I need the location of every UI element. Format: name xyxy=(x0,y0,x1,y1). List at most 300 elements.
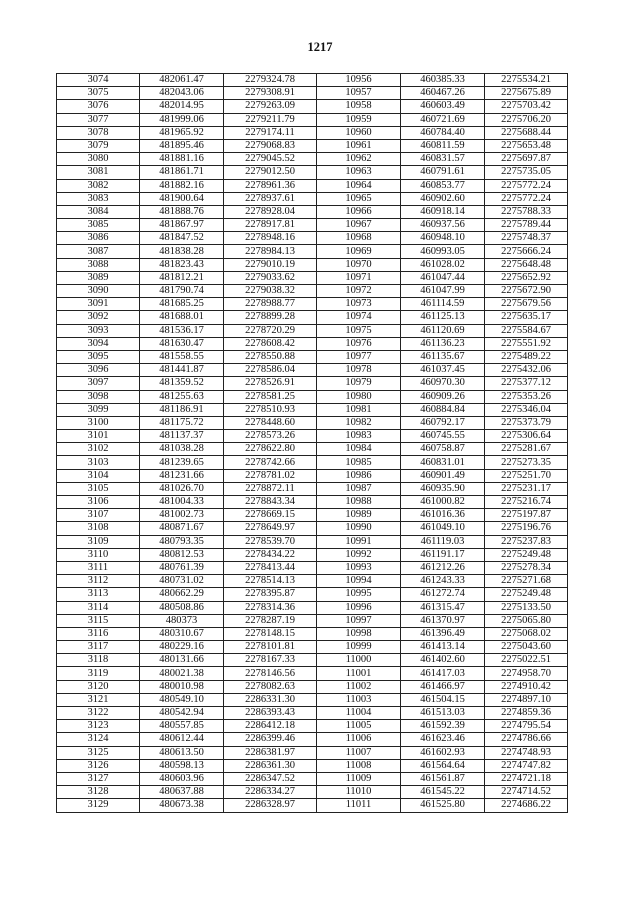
x-coordinate-left-cell: 481965.92 xyxy=(140,126,224,139)
x-coordinate-right-cell: 460937.56 xyxy=(401,219,485,232)
x-coordinate-left-cell: 481359.52 xyxy=(140,377,224,390)
x-coordinate-right-cell: 460970.30 xyxy=(401,377,485,390)
y-coordinate-right-cell: 2275353.26 xyxy=(485,390,568,403)
point-number-right-cell: 10984 xyxy=(317,443,401,456)
y-coordinate-left-cell: 2278448.60 xyxy=(224,416,317,429)
point-number-right-cell: 10960 xyxy=(317,126,401,139)
x-coordinate-left-cell: 481630.47 xyxy=(140,337,224,350)
x-coordinate-right-cell: 460901.49 xyxy=(401,469,485,482)
y-coordinate-left-cell: 2278781.02 xyxy=(224,469,317,482)
table-row xyxy=(57,113,568,126)
x-coordinate-left-cell: 481861.71 xyxy=(140,166,224,179)
table-row xyxy=(57,535,568,548)
table-row xyxy=(57,245,568,258)
y-coordinate-left-cell: 2278526.91 xyxy=(224,377,317,390)
table-row xyxy=(57,496,568,509)
point-number-right-cell: 10956 xyxy=(317,74,401,87)
y-coordinate-left-cell: 2286328.97 xyxy=(224,799,317,812)
y-coordinate-left-cell: 2279324.78 xyxy=(224,74,317,87)
x-coordinate-left-cell: 481175.72 xyxy=(140,416,224,429)
y-coordinate-right-cell: 2275666.24 xyxy=(485,245,568,258)
y-coordinate-right-cell: 2275249.48 xyxy=(485,548,568,561)
y-coordinate-right-cell: 2275772.24 xyxy=(485,192,568,205)
x-coordinate-left-cell: 482061.47 xyxy=(140,74,224,87)
x-coordinate-left-cell: 481685.25 xyxy=(140,298,224,311)
x-coordinate-left-cell: 481999.06 xyxy=(140,113,224,126)
table-row xyxy=(57,588,568,601)
point-number-left-cell: 3093 xyxy=(57,324,140,337)
point-number-right-cell: 10977 xyxy=(317,350,401,363)
x-coordinate-left-cell: 480673.38 xyxy=(140,799,224,812)
table-row xyxy=(57,390,568,403)
point-number-left-cell: 3086 xyxy=(57,232,140,245)
y-coordinate-left-cell: 2278843.34 xyxy=(224,496,317,509)
y-coordinate-left-cell: 2278948.16 xyxy=(224,232,317,245)
x-coordinate-right-cell: 460385.33 xyxy=(401,74,485,87)
point-number-right-cell: 10980 xyxy=(317,390,401,403)
x-coordinate-right-cell: 460902.60 xyxy=(401,192,485,205)
point-number-right-cell: 10966 xyxy=(317,205,401,218)
y-coordinate-left-cell: 2278899.28 xyxy=(224,311,317,324)
y-coordinate-right-cell: 2275679.56 xyxy=(485,298,568,311)
x-coordinate-right-cell: 461049.10 xyxy=(401,522,485,535)
point-number-right-cell: 10962 xyxy=(317,153,401,166)
table-row xyxy=(57,443,568,456)
y-coordinate-right-cell: 2275133.50 xyxy=(485,601,568,614)
x-coordinate-left-cell: 480812.53 xyxy=(140,548,224,561)
point-number-right-cell: 10969 xyxy=(317,245,401,258)
point-number-right-cell: 10999 xyxy=(317,641,401,654)
x-coordinate-left-cell: 481790.74 xyxy=(140,285,224,298)
x-coordinate-right-cell: 460811.59 xyxy=(401,139,485,152)
point-number-left-cell: 3121 xyxy=(57,693,140,706)
point-number-right-cell: 10973 xyxy=(317,298,401,311)
point-number-left-cell: 3099 xyxy=(57,403,140,416)
y-coordinate-right-cell: 2274958.70 xyxy=(485,667,568,680)
point-number-right-cell: 10995 xyxy=(317,588,401,601)
point-number-left-cell: 3105 xyxy=(57,482,140,495)
x-coordinate-right-cell: 460831.57 xyxy=(401,153,485,166)
y-coordinate-right-cell: 2275216.74 xyxy=(485,496,568,509)
table-row xyxy=(57,232,568,245)
table-row xyxy=(57,654,568,667)
y-coordinate-left-cell: 2278984.13 xyxy=(224,245,317,258)
x-coordinate-left-cell: 481137.37 xyxy=(140,430,224,443)
point-number-right-cell: 10983 xyxy=(317,430,401,443)
point-number-left-cell: 3076 xyxy=(57,100,140,113)
table-row xyxy=(57,139,568,152)
x-coordinate-right-cell: 461243.33 xyxy=(401,575,485,588)
y-coordinate-right-cell: 2275346.04 xyxy=(485,403,568,416)
point-number-right-cell: 10992 xyxy=(317,548,401,561)
y-coordinate-left-cell: 2278872.11 xyxy=(224,482,317,495)
point-number-left-cell: 3074 xyxy=(57,74,140,87)
y-coordinate-right-cell: 2275231.17 xyxy=(485,482,568,495)
y-coordinate-left-cell: 2278539.70 xyxy=(224,535,317,548)
y-coordinate-left-cell: 2278287.19 xyxy=(224,614,317,627)
x-coordinate-right-cell: 461315.47 xyxy=(401,601,485,614)
table-row xyxy=(57,285,568,298)
x-coordinate-right-cell: 461191.17 xyxy=(401,548,485,561)
x-coordinate-right-cell: 460918.14 xyxy=(401,205,485,218)
point-number-left-cell: 3078 xyxy=(57,126,140,139)
x-coordinate-right-cell: 461402.60 xyxy=(401,654,485,667)
point-number-left-cell: 3102 xyxy=(57,443,140,456)
y-coordinate-right-cell: 2274686.22 xyxy=(485,799,568,812)
point-number-right-cell: 10975 xyxy=(317,324,401,337)
table-row xyxy=(57,179,568,192)
point-number-right-cell: 11011 xyxy=(317,799,401,812)
x-coordinate-right-cell: 461125.13 xyxy=(401,311,485,324)
point-number-right-cell: 10970 xyxy=(317,258,401,271)
y-coordinate-left-cell: 2278937.61 xyxy=(224,192,317,205)
x-coordinate-left-cell: 480731.02 xyxy=(140,575,224,588)
table-row xyxy=(57,746,568,759)
point-number-right-cell: 10986 xyxy=(317,469,401,482)
point-number-left-cell: 3077 xyxy=(57,113,140,126)
table-row xyxy=(57,482,568,495)
y-coordinate-left-cell: 2278082.63 xyxy=(224,680,317,693)
x-coordinate-right-cell: 461047.99 xyxy=(401,285,485,298)
point-number-right-cell: 10959 xyxy=(317,113,401,126)
y-coordinate-right-cell: 2275688.44 xyxy=(485,126,568,139)
point-number-right-cell: 11007 xyxy=(317,746,401,759)
point-number-left-cell: 3118 xyxy=(57,654,140,667)
y-coordinate-left-cell: 2278961.36 xyxy=(224,179,317,192)
x-coordinate-left-cell: 480603.96 xyxy=(140,772,224,785)
y-coordinate-right-cell: 2275672.90 xyxy=(485,285,568,298)
x-coordinate-left-cell: 480761.39 xyxy=(140,561,224,574)
x-coordinate-left-cell: 480508.86 xyxy=(140,601,224,614)
y-coordinate-right-cell: 2275584.67 xyxy=(485,324,568,337)
y-coordinate-right-cell: 2275772.24 xyxy=(485,179,568,192)
table-row xyxy=(57,100,568,113)
table-row xyxy=(57,667,568,680)
y-coordinate-right-cell: 2275534.21 xyxy=(485,74,568,87)
point-number-right-cell: 10974 xyxy=(317,311,401,324)
y-coordinate-left-cell: 2278395.87 xyxy=(224,588,317,601)
point-number-left-cell: 3114 xyxy=(57,601,140,614)
point-number-right-cell: 11001 xyxy=(317,667,401,680)
point-number-left-cell: 3081 xyxy=(57,166,140,179)
point-number-left-cell: 3085 xyxy=(57,219,140,232)
y-coordinate-left-cell: 2278917.81 xyxy=(224,219,317,232)
x-coordinate-left-cell: 481867.97 xyxy=(140,219,224,232)
x-coordinate-right-cell: 461417.03 xyxy=(401,667,485,680)
y-coordinate-left-cell: 2278988.77 xyxy=(224,298,317,311)
point-number-right-cell: 11002 xyxy=(317,680,401,693)
y-coordinate-left-cell: 2279068.83 xyxy=(224,139,317,152)
y-coordinate-right-cell: 2275489.22 xyxy=(485,350,568,363)
y-coordinate-right-cell: 2275706.20 xyxy=(485,113,568,126)
y-coordinate-right-cell: 2275278.34 xyxy=(485,561,568,574)
y-coordinate-right-cell: 2274748.93 xyxy=(485,746,568,759)
point-number-left-cell: 3094 xyxy=(57,337,140,350)
point-number-right-cell: 10963 xyxy=(317,166,401,179)
x-coordinate-right-cell: 461028.02 xyxy=(401,258,485,271)
point-number-left-cell: 3083 xyxy=(57,192,140,205)
x-coordinate-right-cell: 460603.49 xyxy=(401,100,485,113)
y-coordinate-left-cell: 2278514.13 xyxy=(224,575,317,588)
point-number-left-cell: 3080 xyxy=(57,153,140,166)
table-row xyxy=(57,416,568,429)
x-coordinate-right-cell: 461602.93 xyxy=(401,746,485,759)
x-coordinate-right-cell: 461504.15 xyxy=(401,693,485,706)
x-coordinate-right-cell: 460935.90 xyxy=(401,482,485,495)
point-number-right-cell: 10990 xyxy=(317,522,401,535)
table-row xyxy=(57,219,568,232)
x-coordinate-right-cell: 461564.64 xyxy=(401,759,485,772)
table-row xyxy=(57,153,568,166)
point-number-right-cell: 11009 xyxy=(317,772,401,785)
table-row xyxy=(57,641,568,654)
y-coordinate-right-cell: 2275373.79 xyxy=(485,416,568,429)
x-coordinate-right-cell: 460853.77 xyxy=(401,179,485,192)
table-row xyxy=(57,575,568,588)
table-row xyxy=(57,324,568,337)
y-coordinate-right-cell: 2275196.76 xyxy=(485,522,568,535)
table-row xyxy=(57,759,568,772)
x-coordinate-right-cell: 461016.36 xyxy=(401,509,485,522)
x-coordinate-right-cell: 461136.23 xyxy=(401,337,485,350)
point-number-left-cell: 3128 xyxy=(57,786,140,799)
x-coordinate-right-cell: 461525.80 xyxy=(401,799,485,812)
point-number-right-cell: 10961 xyxy=(317,139,401,152)
table-row xyxy=(57,298,568,311)
point-number-right-cell: 10978 xyxy=(317,364,401,377)
point-number-left-cell: 3112 xyxy=(57,575,140,588)
x-coordinate-right-cell: 460948.10 xyxy=(401,232,485,245)
point-number-right-cell: 10976 xyxy=(317,337,401,350)
y-coordinate-right-cell: 2275251.70 xyxy=(485,469,568,482)
x-coordinate-right-cell: 461119.03 xyxy=(401,535,485,548)
x-coordinate-right-cell: 460791.61 xyxy=(401,166,485,179)
x-coordinate-left-cell: 481812.21 xyxy=(140,271,224,284)
y-coordinate-right-cell: 2275788.33 xyxy=(485,205,568,218)
y-coordinate-right-cell: 2275675.89 xyxy=(485,87,568,100)
point-number-right-cell: 10957 xyxy=(317,87,401,100)
y-coordinate-right-cell: 2275697.87 xyxy=(485,153,568,166)
x-coordinate-left-cell: 481847.52 xyxy=(140,232,224,245)
y-coordinate-right-cell: 2275043.60 xyxy=(485,641,568,654)
x-coordinate-left-cell: 480021.38 xyxy=(140,667,224,680)
y-coordinate-left-cell: 2278581.25 xyxy=(224,390,317,403)
point-number-left-cell: 3123 xyxy=(57,720,140,733)
x-coordinate-left-cell: 480662.29 xyxy=(140,588,224,601)
x-coordinate-left-cell: 481895.46 xyxy=(140,139,224,152)
table-row xyxy=(57,509,568,522)
x-coordinate-right-cell: 461272.74 xyxy=(401,588,485,601)
y-coordinate-right-cell: 2275635.17 xyxy=(485,311,568,324)
y-coordinate-right-cell: 2275271.68 xyxy=(485,575,568,588)
point-number-right-cell: 11008 xyxy=(317,759,401,772)
table-row xyxy=(57,403,568,416)
x-coordinate-left-cell: 482043.06 xyxy=(140,87,224,100)
point-number-left-cell: 3126 xyxy=(57,759,140,772)
x-coordinate-right-cell: 460784.40 xyxy=(401,126,485,139)
y-coordinate-right-cell: 2275273.35 xyxy=(485,456,568,469)
y-coordinate-left-cell: 2278622.80 xyxy=(224,443,317,456)
x-coordinate-right-cell: 461037.45 xyxy=(401,364,485,377)
x-coordinate-left-cell: 482014.95 xyxy=(140,100,224,113)
table-row xyxy=(57,601,568,614)
x-coordinate-left-cell: 480549.10 xyxy=(140,693,224,706)
y-coordinate-right-cell: 2274859.36 xyxy=(485,707,568,720)
point-number-left-cell: 3088 xyxy=(57,258,140,271)
point-number-left-cell: 3092 xyxy=(57,311,140,324)
table-row xyxy=(57,74,568,87)
x-coordinate-left-cell: 481038.28 xyxy=(140,443,224,456)
y-coordinate-left-cell: 2278720.29 xyxy=(224,324,317,337)
point-number-right-cell: 11005 xyxy=(317,720,401,733)
point-number-left-cell: 3113 xyxy=(57,588,140,601)
y-coordinate-left-cell: 2286334.27 xyxy=(224,786,317,799)
x-coordinate-left-cell: 481239.65 xyxy=(140,456,224,469)
point-number-left-cell: 3087 xyxy=(57,245,140,258)
y-coordinate-left-cell: 2279033.62 xyxy=(224,271,317,284)
table-row xyxy=(57,377,568,390)
y-coordinate-left-cell: 2278573.26 xyxy=(224,430,317,443)
y-coordinate-left-cell: 2279045.52 xyxy=(224,153,317,166)
y-coordinate-right-cell: 2275653.48 xyxy=(485,139,568,152)
table-row xyxy=(57,627,568,640)
x-coordinate-left-cell: 481231.66 xyxy=(140,469,224,482)
point-number-right-cell: 10979 xyxy=(317,377,401,390)
table-row xyxy=(57,205,568,218)
y-coordinate-right-cell: 2275789.44 xyxy=(485,219,568,232)
x-coordinate-left-cell: 481441.87 xyxy=(140,364,224,377)
y-coordinate-left-cell: 2279038.32 xyxy=(224,285,317,298)
y-coordinate-right-cell: 2275237.83 xyxy=(485,535,568,548)
x-coordinate-left-cell: 480229.16 xyxy=(140,641,224,654)
table-row xyxy=(57,680,568,693)
y-coordinate-right-cell: 2275068.02 xyxy=(485,627,568,640)
x-coordinate-left-cell: 480310.67 xyxy=(140,627,224,640)
point-number-left-cell: 3097 xyxy=(57,377,140,390)
y-coordinate-right-cell: 2274721.18 xyxy=(485,772,568,785)
point-number-left-cell: 3119 xyxy=(57,667,140,680)
point-number-right-cell: 11000 xyxy=(317,654,401,667)
table-row xyxy=(57,192,568,205)
x-coordinate-left-cell: 480598.13 xyxy=(140,759,224,772)
y-coordinate-left-cell: 2278586.04 xyxy=(224,364,317,377)
point-number-right-cell: 10987 xyxy=(317,482,401,495)
point-number-left-cell: 3096 xyxy=(57,364,140,377)
coordinates-table xyxy=(56,73,568,813)
x-coordinate-right-cell: 461047.44 xyxy=(401,271,485,284)
y-coordinate-left-cell: 2279263.09 xyxy=(224,100,317,113)
y-coordinate-left-cell: 2278928.04 xyxy=(224,205,317,218)
y-coordinate-right-cell: 2275306.64 xyxy=(485,430,568,443)
table-row xyxy=(57,522,568,535)
table-row xyxy=(57,561,568,574)
y-coordinate-right-cell: 2275432.06 xyxy=(485,364,568,377)
point-number-left-cell: 3089 xyxy=(57,271,140,284)
y-coordinate-left-cell: 2286347.52 xyxy=(224,772,317,785)
point-number-left-cell: 3115 xyxy=(57,614,140,627)
y-coordinate-left-cell: 2286361.30 xyxy=(224,759,317,772)
point-number-left-cell: 3109 xyxy=(57,535,140,548)
point-number-right-cell: 10991 xyxy=(317,535,401,548)
point-number-left-cell: 3082 xyxy=(57,179,140,192)
x-coordinate-left-cell: 481536.17 xyxy=(140,324,224,337)
y-coordinate-left-cell: 2286412.18 xyxy=(224,720,317,733)
point-number-left-cell: 3098 xyxy=(57,390,140,403)
table-row xyxy=(57,271,568,284)
y-coordinate-right-cell: 2275648.48 xyxy=(485,258,568,271)
x-coordinate-right-cell: 460909.26 xyxy=(401,390,485,403)
x-coordinate-left-cell: 481900.64 xyxy=(140,192,224,205)
y-coordinate-right-cell: 2274897.10 xyxy=(485,693,568,706)
point-number-right-cell: 10993 xyxy=(317,561,401,574)
point-number-right-cell: 10967 xyxy=(317,219,401,232)
x-coordinate-left-cell: 480010.98 xyxy=(140,680,224,693)
point-number-left-cell: 3095 xyxy=(57,350,140,363)
x-coordinate-right-cell: 460721.69 xyxy=(401,113,485,126)
y-coordinate-left-cell: 2278669.15 xyxy=(224,509,317,522)
y-coordinate-left-cell: 2278314.36 xyxy=(224,601,317,614)
y-coordinate-left-cell: 2286331.30 xyxy=(224,693,317,706)
point-number-right-cell: 10958 xyxy=(317,100,401,113)
y-coordinate-right-cell: 2275735.05 xyxy=(485,166,568,179)
point-number-right-cell: 10994 xyxy=(317,575,401,588)
x-coordinate-left-cell: 481838.28 xyxy=(140,245,224,258)
x-coordinate-left-cell: 481688.01 xyxy=(140,311,224,324)
x-coordinate-right-cell: 461000.82 xyxy=(401,496,485,509)
point-number-left-cell: 3127 xyxy=(57,772,140,785)
y-coordinate-left-cell: 2279211.79 xyxy=(224,113,317,126)
y-coordinate-left-cell: 2279174.11 xyxy=(224,126,317,139)
point-number-left-cell: 3103 xyxy=(57,456,140,469)
point-number-left-cell: 3120 xyxy=(57,680,140,693)
y-coordinate-left-cell: 2278413.44 xyxy=(224,561,317,574)
y-coordinate-left-cell: 2286381.97 xyxy=(224,746,317,759)
x-coordinate-left-cell: 481823.43 xyxy=(140,258,224,271)
y-coordinate-left-cell: 2278649.97 xyxy=(224,522,317,535)
point-number-left-cell: 3111 xyxy=(57,561,140,574)
y-coordinate-left-cell: 2279308.91 xyxy=(224,87,317,100)
y-coordinate-right-cell: 2274747.82 xyxy=(485,759,568,772)
x-coordinate-left-cell: 481002.73 xyxy=(140,509,224,522)
point-number-left-cell: 3117 xyxy=(57,641,140,654)
x-coordinate-right-cell: 461545.22 xyxy=(401,786,485,799)
point-number-right-cell: 10971 xyxy=(317,271,401,284)
point-number-left-cell: 3124 xyxy=(57,733,140,746)
y-coordinate-left-cell: 2286399.46 xyxy=(224,733,317,746)
point-number-left-cell: 3107 xyxy=(57,509,140,522)
y-coordinate-right-cell: 2274714.52 xyxy=(485,786,568,799)
x-coordinate-left-cell: 480542.94 xyxy=(140,707,224,720)
x-coordinate-right-cell: 461396.49 xyxy=(401,627,485,640)
table-row xyxy=(57,350,568,363)
table-row xyxy=(57,707,568,720)
point-number-right-cell: 11010 xyxy=(317,786,401,799)
point-number-right-cell: 11006 xyxy=(317,733,401,746)
y-coordinate-left-cell: 2278167.33 xyxy=(224,654,317,667)
point-number-left-cell: 3079 xyxy=(57,139,140,152)
y-coordinate-left-cell: 2278550.88 xyxy=(224,350,317,363)
x-coordinate-right-cell: 461370.97 xyxy=(401,614,485,627)
point-number-left-cell: 3090 xyxy=(57,285,140,298)
x-coordinate-right-cell: 461592.39 xyxy=(401,720,485,733)
table-row xyxy=(57,772,568,785)
point-number-left-cell: 3100 xyxy=(57,416,140,429)
y-coordinate-right-cell: 2274786.66 xyxy=(485,733,568,746)
table-row xyxy=(57,456,568,469)
point-number-left-cell: 3104 xyxy=(57,469,140,482)
x-coordinate-left-cell: 481881.16 xyxy=(140,153,224,166)
table-row xyxy=(57,799,568,812)
